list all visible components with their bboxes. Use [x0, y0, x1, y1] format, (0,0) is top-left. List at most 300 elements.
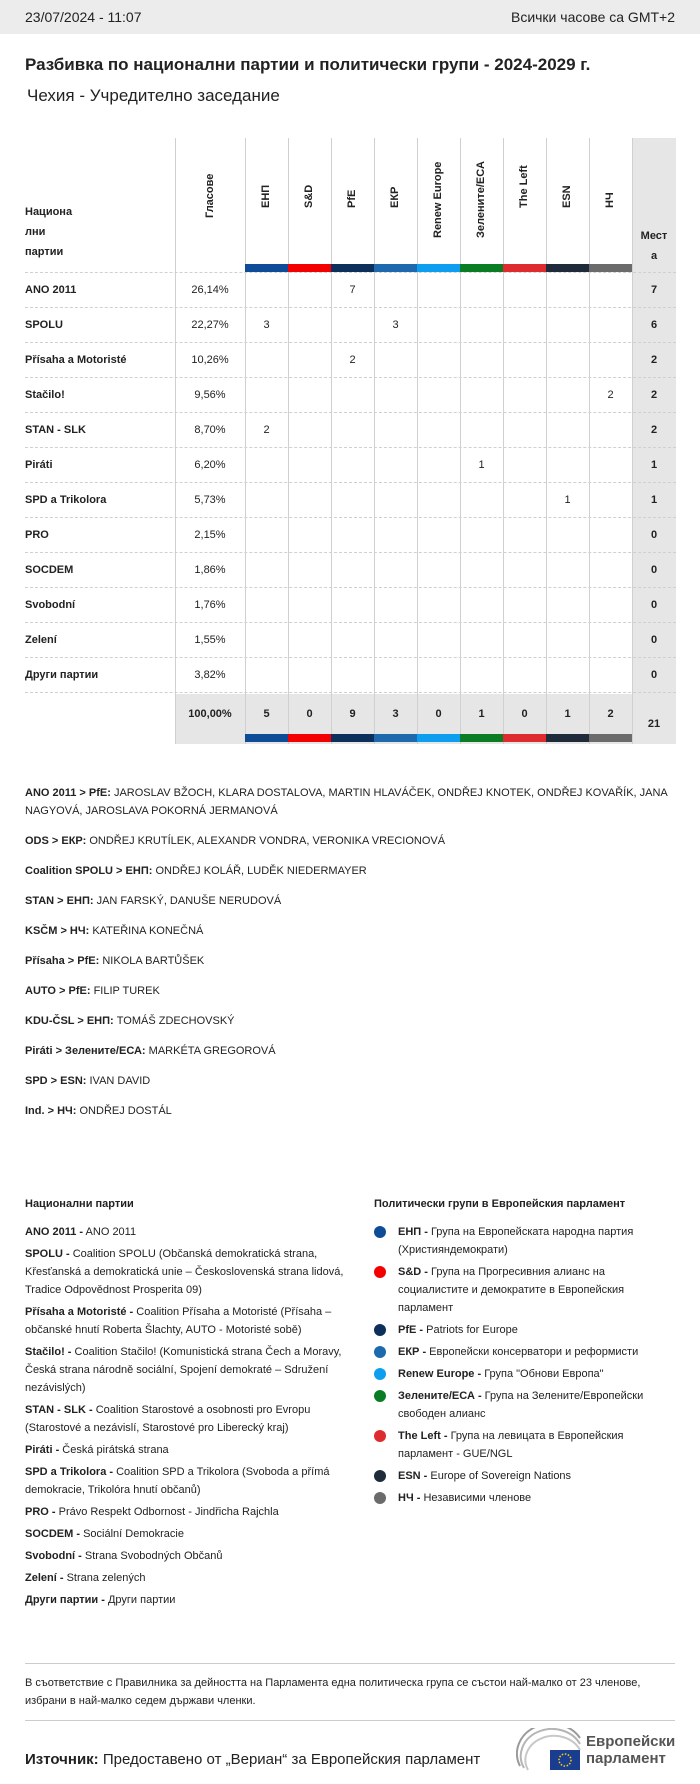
national-party-item	[25, 1569, 345, 1587]
top-bar	[0, 0, 700, 34]
national-party-item	[25, 1503, 345, 1521]
group-dot-icon	[374, 1226, 386, 1238]
group-seat-cell	[374, 413, 417, 448]
group-seat-cell: 2	[607, 389, 614, 401]
group-seat-cell	[417, 308, 460, 343]
political-group-desc: Група на Европейската народна партия (Християндемократи)	[398, 1226, 634, 1256]
political-group-item	[374, 1387, 674, 1423]
group-seat-cell	[460, 343, 503, 378]
national-party-desc: Strana zelených	[66, 1572, 146, 1584]
table-row	[25, 587, 676, 622]
party-name: Piráti	[25, 459, 53, 471]
group-seat-cell	[288, 658, 331, 693]
group-total: 1	[564, 708, 571, 720]
seat-count: 6	[650, 319, 658, 331]
party-header-line: партии	[25, 246, 64, 258]
group-header: ЕНП	[260, 184, 272, 208]
mep-entry	[25, 922, 675, 940]
national-party-key: SPOLU -	[25, 1248, 70, 1260]
group-color-bar	[288, 734, 331, 742]
group-seat-cell	[374, 553, 417, 588]
group-seat-cell	[374, 518, 417, 553]
national-party-key: Stačilo! -	[25, 1346, 72, 1358]
european-parliament-logo	[516, 1728, 676, 1772]
party-header	[25, 202, 72, 262]
group-dot-icon	[374, 1430, 386, 1442]
group-color-bar	[245, 734, 288, 742]
group-seat-cell	[460, 378, 503, 413]
group-seat-cell	[589, 623, 632, 658]
group-seat-cell	[245, 518, 288, 553]
group-total: 0	[521, 708, 528, 720]
seat-count: 2	[650, 389, 658, 401]
group-header: ESN	[561, 185, 573, 208]
group-seat-cell	[546, 658, 589, 693]
group-seat-cell	[503, 588, 546, 623]
national-party-desc: Právo Respekt Odbornost - Jindřicha Rajchla	[58, 1506, 279, 1518]
party-name: Други партии	[25, 669, 99, 681]
group-seat-cell	[589, 413, 632, 448]
group-seat-cell	[288, 483, 331, 518]
results-table	[25, 138, 676, 744]
group-seat-cell: 1	[564, 494, 571, 506]
group-seat-cell	[331, 518, 374, 553]
group-seat-cell: 1	[478, 459, 485, 471]
group-seat-cell	[589, 588, 632, 623]
group-seat-cell	[589, 483, 632, 518]
timezone-note: Всички часове са GMT+2	[510, 9, 675, 25]
group-seat-cell	[288, 308, 331, 343]
mep-names: IVAN DAVID	[89, 1075, 151, 1087]
group-seat-cell	[288, 378, 331, 413]
mep-affiliation: ANO 2011 > PfE:	[25, 787, 111, 799]
party-name: Zelení	[25, 634, 57, 646]
group-seat-cell	[245, 378, 288, 413]
table-row	[25, 447, 676, 482]
national-party-key: Други партии -	[25, 1594, 105, 1606]
datetime: 23/07/2024 - 11:07	[25, 9, 142, 25]
political-group-desc: Група "Обнови Европа"	[484, 1368, 604, 1380]
group-seat-cell	[503, 413, 546, 448]
logo-line: парламент	[586, 1750, 666, 1767]
mep-entry	[25, 1102, 675, 1120]
seat-count: 0	[650, 529, 658, 541]
national-party-item	[25, 1525, 345, 1543]
group-total: 3	[392, 708, 399, 720]
national-party-item	[25, 1245, 345, 1299]
group-seat-cell	[331, 308, 374, 343]
group-seat-cell	[546, 308, 589, 343]
mep-names: MARKÉTA GREGOROVÁ	[148, 1045, 276, 1057]
totals-divider	[25, 692, 676, 693]
group-seat-cell	[503, 308, 546, 343]
group-seat-cell	[245, 483, 288, 518]
source-text: Предоставено от „Вериан“ за Европейския парламент	[102, 1751, 481, 1768]
table-row	[25, 482, 676, 517]
group-seat-cell	[245, 448, 288, 483]
mep-names: ONDŘEJ KOLÁŘ, LUDĚK NIEDERMAYER	[155, 865, 367, 877]
mep-names: ONDŘEJ KRUTÍLEK, ALEXANDR VONDRA, VERONIKA VRECIONOVÁ	[89, 835, 446, 847]
table-row	[25, 517, 676, 552]
political-group-key: ЕКР -	[398, 1346, 427, 1358]
group-seat-cell	[374, 273, 417, 308]
group-seat-cell	[245, 343, 288, 378]
group-seat-cell	[417, 343, 460, 378]
vote-share: 22,27%	[191, 319, 229, 331]
national-parties-title: Национални партии	[25, 1198, 134, 1210]
mep-entry	[25, 982, 675, 1000]
national-party-desc: Coalition Starostové a osobnosti pro Evropu (Starostové a nezávislí, Starostové pro Liberecký kraj)	[25, 1404, 311, 1434]
vote-share: 9,56%	[194, 389, 226, 401]
group-seat-cell	[503, 448, 546, 483]
party-name: Přísaha a Motoristé	[25, 354, 127, 366]
group-seat-cell	[331, 483, 374, 518]
group-dot-icon	[374, 1470, 386, 1482]
group-seat-cell	[503, 378, 546, 413]
political-group-item	[374, 1343, 674, 1361]
group-seat-cell	[288, 448, 331, 483]
group-seat-cell	[589, 518, 632, 553]
group-seat-cell	[503, 343, 546, 378]
group-dot-icon	[374, 1324, 386, 1336]
political-group-key: Зелените/ЕСА -	[398, 1390, 482, 1402]
source-label: Източник:	[25, 1751, 99, 1768]
national-party-desc: Coalition SPD a Trikolora (Svoboda a přímá demokracie, Trikolóra hnutí občanů)	[25, 1466, 330, 1496]
source-line	[25, 1751, 480, 1768]
group-seat-cell	[245, 588, 288, 623]
national-party-key: Přísaha a Motoristé -	[25, 1306, 134, 1318]
group-seat-cell	[460, 518, 503, 553]
group-seat-cell	[589, 343, 632, 378]
group-seat-cell	[331, 588, 374, 623]
vote-share: 10,26%	[191, 354, 229, 366]
group-header: Зелените/ЕСА	[475, 161, 487, 238]
mep-names: JAN FARSKÝ, DANUŠE NERUDOVÁ	[96, 895, 282, 907]
group-header: The Left	[518, 165, 530, 208]
group-seat-cell	[546, 448, 589, 483]
political-group-desc: Група на левицата в Европейския парламент - GUE/NGL	[398, 1430, 624, 1460]
group-seat-cell: 2	[263, 424, 270, 436]
national-party-desc: Sociální Demokracie	[83, 1528, 184, 1540]
mep-entry	[25, 1042, 675, 1060]
mep-affiliation: SPD > ESN:	[25, 1075, 87, 1087]
group-seat-cell	[503, 623, 546, 658]
vote-share: 1,76%	[194, 599, 226, 611]
mep-affiliation: AUTO > PfE:	[25, 985, 91, 997]
group-seat-cell	[374, 588, 417, 623]
seat-count: 7	[650, 284, 658, 296]
national-party-desc: Strana Svobodných Občanů	[84, 1550, 223, 1562]
group-color-bar	[374, 734, 417, 742]
national-party-item	[25, 1303, 345, 1339]
group-color-bar	[503, 264, 546, 272]
group-seat-cell	[417, 553, 460, 588]
seat-count: 0	[650, 669, 658, 681]
mep-affiliation: ODS > ЕКР:	[25, 835, 87, 847]
mep-entry	[25, 952, 675, 970]
party-name: Svobodní	[25, 599, 76, 611]
mep-affiliation: Piráti > Зелените/ЕСА:	[25, 1045, 146, 1057]
national-party-item	[25, 1401, 345, 1437]
group-seat-cell	[460, 658, 503, 693]
mep-entry	[25, 892, 675, 910]
group-dot-icon	[374, 1492, 386, 1504]
mep-entry	[25, 1012, 675, 1030]
group-seat-cell	[546, 623, 589, 658]
group-seat-cell	[417, 518, 460, 553]
group-seat-cell	[245, 553, 288, 588]
mep-affiliation: Přísaha > PfE:	[25, 955, 100, 967]
party-header-line: Национа	[25, 206, 73, 218]
group-seat-cell	[288, 623, 331, 658]
group-color-bar	[546, 264, 589, 272]
group-seat-cell	[331, 553, 374, 588]
party-name: PRO	[25, 529, 49, 541]
group-color-bar	[374, 264, 417, 272]
group-seat-cell	[417, 588, 460, 623]
national-party-item	[25, 1547, 345, 1565]
group-seat-cell: 3	[263, 319, 270, 331]
party-header-line: лни	[25, 226, 46, 238]
mep-names: NIKOLA BARTŮŠEK	[102, 955, 205, 967]
total-seats: 21	[647, 718, 661, 730]
national-party-key: SOCDEM -	[25, 1528, 80, 1540]
national-party-desc: Coalition SPOLU (Občanská demokratická strana, Křesťanská a demokratická unie – Československá strana lidová, Tradice Odpovědnost Prosperita 09)	[25, 1248, 344, 1296]
political-group-item	[374, 1427, 674, 1463]
political-group-item	[374, 1365, 674, 1383]
national-party-key: ANO 2011 -	[25, 1226, 84, 1238]
mep-entry	[25, 832, 675, 850]
political-group-key: The Left -	[398, 1430, 448, 1442]
group-total: 0	[306, 708, 313, 720]
group-seat-cell	[417, 413, 460, 448]
group-seat-cell	[417, 378, 460, 413]
group-seat-cell	[288, 553, 331, 588]
party-name: ANO 2011	[25, 284, 77, 296]
mep-entry	[25, 1072, 675, 1090]
group-seat-cell	[503, 553, 546, 588]
group-seat-cell	[374, 483, 417, 518]
group-seat-cell	[460, 588, 503, 623]
group-seat-cell	[331, 623, 374, 658]
political-group-item	[374, 1489, 674, 1507]
group-seat-cell	[288, 273, 331, 308]
group-seat-cell	[288, 343, 331, 378]
group-color-bar	[417, 734, 460, 742]
political-group-item	[374, 1223, 674, 1259]
table-row	[25, 552, 676, 587]
national-party-desc: Coalition Přísaha a Motoristé (Přísaha – občanské hnutí Roberta Šlachty, AUTO - Motoristé sobě)	[25, 1306, 332, 1336]
mep-affiliation: Coalition SPOLU > ЕНП:	[25, 865, 153, 877]
seat-count: 1	[650, 494, 658, 506]
group-seat-cell	[331, 448, 374, 483]
group-seat-cell	[374, 343, 417, 378]
political-group-desc: Europe of Sovereign Nations	[430, 1470, 572, 1482]
group-color-bar	[288, 264, 331, 272]
group-seat-cell	[417, 448, 460, 483]
vote-share: 3,82%	[194, 669, 226, 681]
group-color-bar	[245, 264, 288, 272]
mep-names: KATEŘINA KONEČNÁ	[92, 925, 204, 937]
group-seat-cell	[503, 273, 546, 308]
political-group-desc: Група на Зелените/Европейски свободен алианс	[398, 1390, 644, 1420]
group-total: 1	[478, 708, 485, 720]
political-group-key: ESN -	[398, 1470, 428, 1482]
group-seat-cell	[460, 273, 503, 308]
group-total: 0	[435, 708, 442, 720]
political-group-desc: Група на Прогресивния алианс на социалистите и демократите в Европейския парламент	[398, 1266, 625, 1314]
political-group-item	[374, 1467, 674, 1485]
mep-affiliation: STAN > ЕНП:	[25, 895, 94, 907]
national-party-item	[25, 1463, 345, 1499]
group-seat-cell	[245, 623, 288, 658]
group-seat-cell	[245, 658, 288, 693]
seat-count: 1	[650, 459, 658, 471]
group-seat-cell	[288, 588, 331, 623]
table-row	[25, 342, 676, 377]
page-title: Разбивка по национални партии и политически групи - 2024-2029 г.	[25, 55, 591, 74]
rules-note: В съответствие с Правилника за дейността на Парламента една политическа група се състои най-малко от 23 членове, избрани в най-малко седем държави членки.	[25, 1663, 675, 1721]
table-row	[25, 622, 676, 657]
group-seat-cell	[546, 378, 589, 413]
group-seat-cell	[589, 553, 632, 588]
mep-names: JAROSLAV BŽOCH, KLARA DOSTALOVA, MARTIN HLAVÁČEK, ONDŘEJ KNOTEK, ONDŘEJ KOVAŘÍK, JANA NAGYOVÁ, JAROSLAVA POKORNÁ JERMANOVÁ	[25, 787, 668, 817]
political-group-desc: Европейски консерватори и реформисти	[429, 1346, 639, 1358]
total-vote-share: 100,00%	[188, 708, 232, 720]
group-total: 2	[607, 708, 614, 720]
political-group-key: НЧ -	[398, 1492, 421, 1504]
group-seat-cell	[503, 658, 546, 693]
mep-affiliation: KDU-ČSL > ЕНП:	[25, 1015, 114, 1027]
group-seat-cell	[288, 518, 331, 553]
group-seat-cell	[546, 273, 589, 308]
votes-header: Гласове	[204, 173, 216, 218]
group-seat-cell: 2	[349, 354, 356, 366]
group-seat-cell	[460, 308, 503, 343]
group-total: 5	[263, 708, 270, 720]
political-group-key: PfE -	[398, 1324, 424, 1336]
national-party-desc: Česká pirátská strana	[62, 1444, 169, 1456]
group-header: PfE	[346, 189, 358, 208]
page-subtitle: Чехия - Учредително заседание	[27, 86, 280, 105]
seat-count: 0	[650, 599, 658, 611]
vote-share: 1,86%	[194, 564, 226, 576]
group-seat-cell	[331, 658, 374, 693]
party-name: SPD a Trikolora	[25, 494, 107, 506]
group-dot-icon	[374, 1368, 386, 1380]
group-seat-cell	[589, 308, 632, 343]
political-groups-legend	[374, 1195, 674, 1511]
party-name: SPOLU	[25, 319, 63, 331]
group-color-bar	[460, 264, 503, 272]
group-header: ЕКР	[389, 186, 401, 208]
national-party-key: SPD a Trikolora -	[25, 1466, 114, 1478]
national-party-key: Piráti -	[25, 1444, 60, 1456]
group-seat-cell	[374, 658, 417, 693]
group-seat-cell	[546, 343, 589, 378]
group-seat-cell	[460, 483, 503, 518]
political-group-desc: Patriots for Europe	[426, 1324, 518, 1336]
group-dot-icon	[374, 1390, 386, 1402]
national-party-key: STAN - SLK -	[25, 1404, 93, 1416]
group-seat-cell	[460, 413, 503, 448]
group-seat-cell	[546, 413, 589, 448]
group-seat-cell	[417, 483, 460, 518]
group-color-bar	[589, 264, 632, 272]
party-name: SOCDEM	[25, 564, 74, 576]
group-seat-cell	[503, 483, 546, 518]
mep-affiliation: Ind. > НЧ:	[25, 1105, 77, 1117]
table-row	[25, 272, 676, 307]
seats-header-line: а	[650, 250, 658, 262]
table-row	[25, 377, 676, 412]
ep-emblem-icon	[516, 1728, 584, 1772]
seat-count: 2	[650, 424, 658, 436]
national-party-key: PRO -	[25, 1506, 56, 1518]
group-color-bar	[460, 734, 503, 742]
group-seat-cell	[460, 623, 503, 658]
political-groups-title: Политически групи в Европейския парламент	[374, 1198, 626, 1210]
group-seat-cell	[546, 518, 589, 553]
group-header: S&D	[303, 184, 315, 208]
group-seat-cell	[546, 553, 589, 588]
national-party-key: Svobodní -	[25, 1550, 82, 1562]
political-group-desc: Независими членове	[423, 1492, 532, 1504]
seat-count: 0	[650, 634, 658, 646]
group-seat-cell	[374, 448, 417, 483]
vote-share: 1,55%	[194, 634, 226, 646]
group-seat-cell	[288, 413, 331, 448]
mep-entry	[25, 862, 675, 880]
vote-share: 6,20%	[194, 459, 226, 471]
national-party-desc: Други партии	[107, 1594, 176, 1606]
seat-count: 0	[650, 564, 658, 576]
political-group-item	[374, 1263, 674, 1317]
seat-count: 2	[650, 354, 658, 366]
political-group-key: S&D -	[398, 1266, 428, 1278]
mep-entry	[25, 784, 675, 820]
group-header: Renew Europe	[432, 161, 444, 238]
group-seat-cell	[331, 378, 374, 413]
table-row	[25, 307, 676, 342]
vote-share: 8,70%	[194, 424, 226, 436]
group-dot-icon	[374, 1266, 386, 1278]
mep-names: ONDŘEJ DOSTÁL	[79, 1105, 172, 1117]
group-seat-cell	[503, 518, 546, 553]
group-seat-cell	[417, 623, 460, 658]
national-party-key: Zelení -	[25, 1572, 64, 1584]
party-name: STAN - SLK	[25, 424, 86, 436]
group-seat-cell	[417, 273, 460, 308]
vote-share: 2,15%	[194, 529, 226, 541]
group-seat-cell	[589, 658, 632, 693]
vote-share: 26,14%	[191, 284, 229, 296]
group-seat-cell	[245, 273, 288, 308]
party-name: Stačilo!	[25, 389, 65, 401]
group-color-bar	[331, 264, 374, 272]
group-seat-cell	[460, 553, 503, 588]
group-seat-cell	[589, 448, 632, 483]
group-header: НЧ	[604, 192, 616, 208]
table-row	[25, 657, 676, 692]
seats-header	[632, 226, 676, 266]
group-seat-cell	[417, 658, 460, 693]
national-party-item	[25, 1223, 345, 1241]
group-seat-cell	[374, 378, 417, 413]
group-color-bar	[589, 734, 632, 742]
political-group-key: ЕНП -	[398, 1226, 428, 1238]
national-party-desc: ANO 2011	[85, 1226, 137, 1238]
